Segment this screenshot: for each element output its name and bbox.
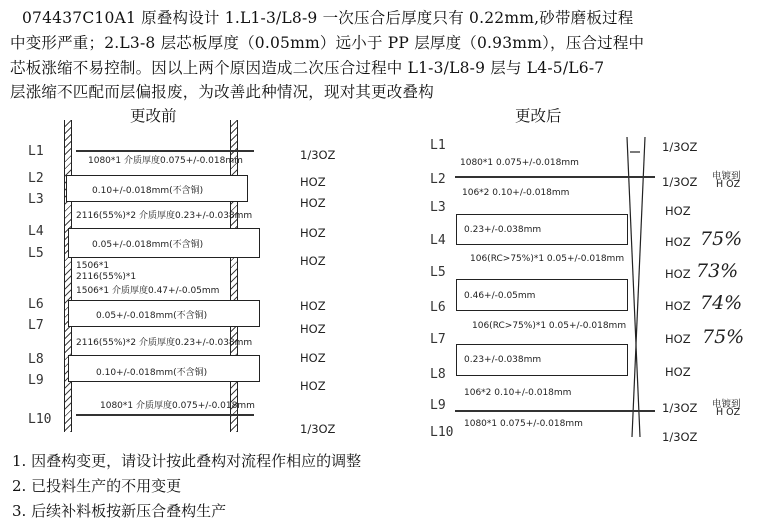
before-layer-label: L2 xyxy=(28,171,44,186)
after-copper-weight: 1/3OZ xyxy=(662,430,698,444)
after-pp-rc-2: 106(RC>75%)*1 0.05+/-0.018mm xyxy=(472,321,627,331)
before-layer-label: L7 xyxy=(28,318,44,333)
before-copper-weight: HOZ xyxy=(300,254,326,268)
note-3: 3. 后续补料板按新压合叠构生产 xyxy=(12,502,227,520)
plating-note-bottom-2: H OZ xyxy=(716,407,741,418)
before-copper-weight: HOZ xyxy=(300,226,326,240)
before-layer-label: L8 xyxy=(28,352,44,367)
before-layer-label: L3 xyxy=(28,192,44,207)
before-pp-2116-a: 2116(55%)*2 介质厚度0.23+/-0.038mm xyxy=(76,211,253,221)
before-copper-weight: HOZ xyxy=(300,196,326,210)
before-layer-label: L5 xyxy=(28,246,44,261)
after-heading: 更改后 xyxy=(515,107,562,125)
after-copper-weight: 1/3OZ xyxy=(662,175,698,189)
before-layer-label: L6 xyxy=(28,297,44,312)
after-foil xyxy=(455,410,655,412)
before-core-1-text: 0.10+/-0.018mm(不含铜) xyxy=(92,186,204,196)
before-copper-weight: 1/3OZ xyxy=(300,148,336,162)
after-layer-label: L2 xyxy=(430,172,446,187)
after-core-2-text: 0.46+/-0.05mm xyxy=(464,291,536,301)
plating-note-top-1: 电镀到 xyxy=(712,171,741,182)
after-copper-weight: HOZ xyxy=(665,365,691,379)
before-pp-mid-3: 1506*1 介质厚度0.47+/-0.05mm xyxy=(76,286,220,296)
plating-note-top-2: H OZ xyxy=(716,179,741,190)
handwritten-percent: 75% xyxy=(702,326,745,348)
before-core-3-text: 0.05+/-0.018mm(不含铜) xyxy=(96,311,208,321)
before-pp-2116-b: 2116(55%)*2 介质厚度0.23+/-0.038mm xyxy=(76,338,253,348)
after-copper-weight: HOZ xyxy=(665,235,691,249)
after-layer-label: L4 xyxy=(430,233,446,248)
note-1: 1. 因叠构变更，请设计按此叠构对流程作相应的调整 xyxy=(12,452,362,470)
after-pp-bottom: 1080*1 0.075+/-0.018mm xyxy=(464,419,583,429)
after-copper-weight: HOZ xyxy=(665,332,691,346)
before-copper-weight: HOZ xyxy=(300,175,326,189)
after-copper-weight: HOZ xyxy=(665,299,691,313)
plating-note-bottom-1: 电镀到 xyxy=(712,399,741,410)
after-layer-label: L7 xyxy=(430,332,446,347)
after-pp-rc-1: 106(RC>75%)*1 0.05+/-0.018mm xyxy=(470,254,625,264)
before-pp-mid-1: 1506*1 xyxy=(76,261,110,271)
before-copper-weight: 1/3OZ xyxy=(300,422,336,436)
before-layer-label: L10 xyxy=(28,412,52,427)
before-pp-bottom: 1080*1 介质厚度0.075+/-0.018mm xyxy=(100,401,255,411)
after-copper-weight: 1/3OZ xyxy=(662,401,698,415)
after-layer-label: L10 xyxy=(430,425,454,440)
after-foil xyxy=(455,176,655,178)
after-layer-label: L3 xyxy=(430,200,446,215)
after-pp-106-top: 106*2 0.10+/-0.018mm xyxy=(462,188,570,198)
before-pp-mid-2: 2116(55%)*1 xyxy=(76,272,137,282)
before-copper-weight: HOZ xyxy=(300,322,326,336)
after-copper-weight: 1/3OZ xyxy=(662,140,698,154)
after-copper-weight: HOZ xyxy=(665,267,691,281)
paragraph-line-2: 中变形严重；2.L3-8 层芯板厚度（0.05mm）远小于 PP 层厚度（0.93mm），压合过程中 xyxy=(10,34,645,52)
after-layer-label: L9 xyxy=(430,398,446,413)
before-copper-weight: HOZ xyxy=(300,351,326,365)
handwritten-percent: 75% xyxy=(700,228,743,250)
before-pp-top: 1080*1 介质厚度0.075+/-0.018mm xyxy=(88,156,243,166)
after-layer-label: L1 xyxy=(430,138,446,153)
before-layer-label: L4 xyxy=(28,224,44,239)
after-pp-top: 1080*1 0.075+/-0.018mm xyxy=(460,158,579,168)
after-core-3-text: 0.23+/-0.038mm xyxy=(464,355,542,365)
before-copper-weight: HOZ xyxy=(300,379,326,393)
before-layer-label: L1 xyxy=(28,144,44,159)
before-heading: 更改前 xyxy=(130,107,177,125)
after-core-1-text: 0.23+/-0.038mm xyxy=(464,225,542,235)
handwritten-percent: 74% xyxy=(700,292,743,314)
handwritten-percent: 73% xyxy=(696,260,739,282)
paragraph-line-3: 芯板涨缩不易控制。因以上两个原因造成二次压合过程中 L1-3/L8-9 层与 L4-5/L6-7 xyxy=(10,59,605,77)
after-layer-label: L6 xyxy=(430,300,446,315)
paragraph-line-1: 074437C10A1 原叠构设计 1.L1-3/L8-9 一次压合后厚度只有 0.22mm,砂带磨板过程 xyxy=(22,9,634,27)
after-pp-106-bottom: 106*2 0.10+/-0.018mm xyxy=(464,388,572,398)
before-layer-label: L9 xyxy=(28,373,44,388)
after-copper-weight: HOZ xyxy=(665,204,691,218)
paragraph-line-4: 层涨缩不匹配而层偏报废，为改善此种情况，现对其更改叠构 xyxy=(10,83,434,101)
after-layer-label: L8 xyxy=(430,367,446,382)
before-core-4-text: 0.10+/-0.018mm(不含铜) xyxy=(96,368,208,378)
before-core-2-text: 0.05+/-0.018mm(不含铜) xyxy=(92,240,204,250)
after-layer-label: L5 xyxy=(430,265,446,280)
note-2: 2. 已投料生产的不用变更 xyxy=(12,477,182,495)
before-copper-weight: HOZ xyxy=(300,299,326,313)
